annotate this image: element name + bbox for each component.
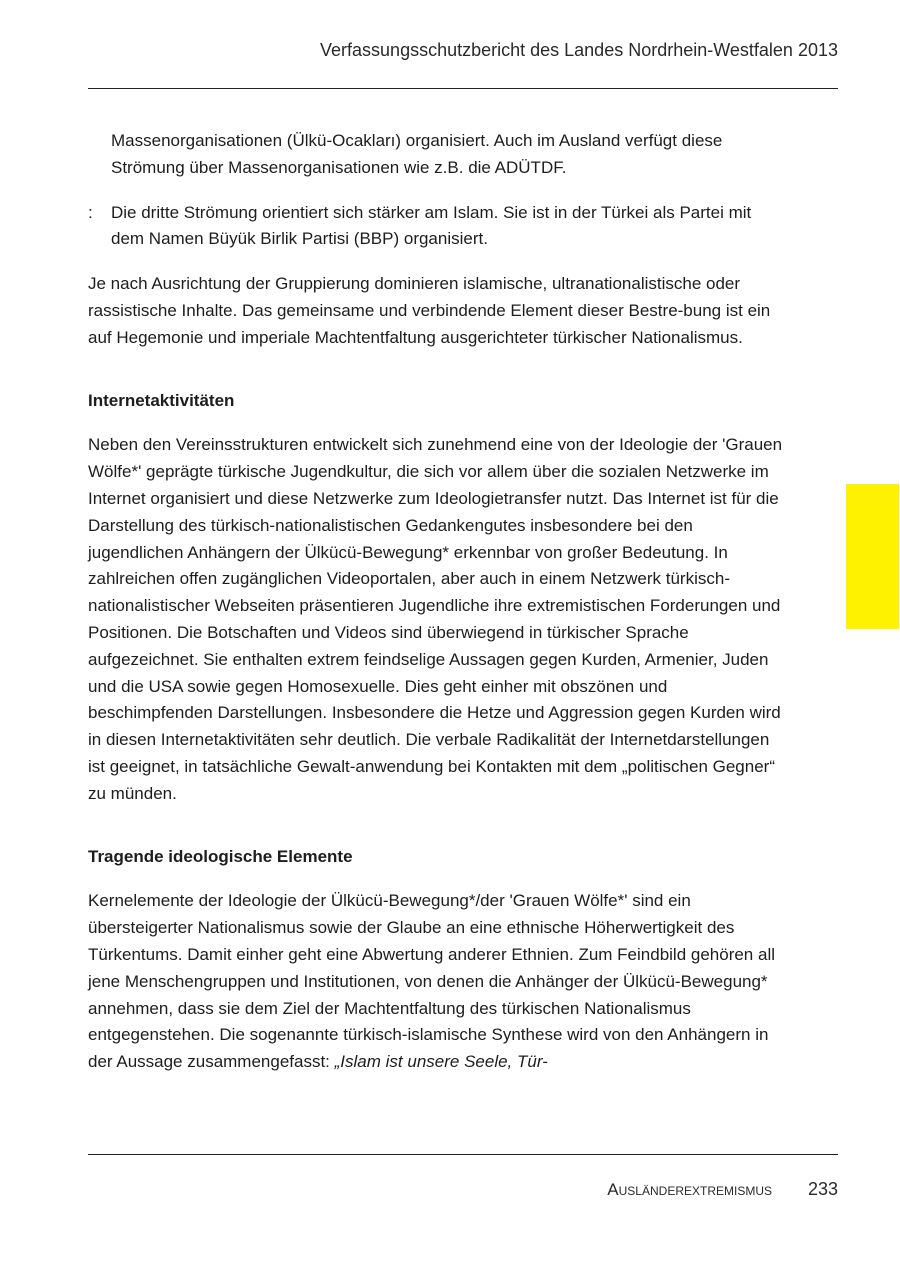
paragraph-internet: Neben den Vereinsstrukturen entwickelt sich zunehmend eine von der Ideologie der 'Grauen Wölfe*' geprägte türkische Jugendkultur, die sich vor allem über die sozialen Netzwerke im Internet organisiert und diese Netzwerke zum Ideologietransfer nutzt. Das Internet ist für die Darstellung des türkisch-nationalistischen Gedankengutes insbesondere bei den jugendlichen Anhängern der Ülkücü-Bewegung* erkennbar von großer Bedeutung. In zahlreichen offen zugänglichen Videoportalen, aber auch in einem Netzwerk türkisch-nationalistischer Webseiten präsentieren Jugendliche ihre extremistischen Forderungen und Positionen. Die Botschaften und Videos sind überwiegend in türkischer Sprache aufgezeichnet. Sie enthalten extrem feindselige Aussagen gegen Kurden, Armenier, Juden und die USA sowie gegen Homosexuelle. Dies geht einher mit obszönen und beschimpfenden Darstellungen. Insbesondere die Hetze und Aggression gegen Kurden wird in diesen Internetaktivitäten sehr deutlich. Die verbale Radikalität der Internetdarstellungen ist geeignet, in tatsächliche Gewalt-anwendung bei Kontakten mit dem „politischen Gegner“ zu münden.	[88, 435, 783, 803]
page-number: 233	[807, 1179, 838, 1199]
paragraph-ideology	[88, 888, 788, 1076]
bullet-marker: :	[88, 202, 93, 222]
header-rule	[88, 88, 838, 89]
footer-section-title: Ausländerextremismus	[607, 1180, 772, 1199]
heading-internet: Internetaktivitäten	[88, 390, 235, 410]
paragraph-ideology-text: Kernelemente der Ideologie der Ülkücü-Bewegung*/der 'Grauen Wölfe*' sind ein übersteigerter Nationalismus sowie der Glaube an eine ethnische Höherwertigkeit des Türkentums. Damit einher geht eine Abwertung anderer Ethnien. Zum Feindbild gehören all jene Menschengruppen und Institutionen, von denen die Anhänger der Ülkücü-Bewegung* annehmen, dass sie dem Ziel der Machtentfaltung des türkischen Nationalismus entgegenstehen. Die sogenannte türkisch-islamische Synthese wird von den Anhängern in der Aussage zusammengefasst:	[88, 891, 775, 1072]
paragraph-intro: Je nach Ausrichtung der Gruppierung dominieren islamische, ultranationalistische oder rassistische Inhalte. Das gemeinsame und verbindende Element dieser Bestre-bung ist ein auf Hegemonie und imperiale Machtentfaltung ausgerichteter türkischer Nationalismus.	[88, 274, 771, 347]
list-item	[88, 200, 788, 254]
ideology-quote: „Islam ist unsere Seele, Tür-	[334, 1052, 548, 1072]
list-item-text: Die dritte Strömung orientiert sich stärker am Islam. Sie ist in der Türkei als Partei mit dem Namen Büyük Birlik Partisi (BBP) organisiert.	[111, 202, 752, 249]
continuation-text: Massenorganisationen (Ülkü-Ocakları) organisiert. Auch im Ausland verfügt diese Strömung über Massenorganisationen wie z.B. die ADÜTDF.	[111, 131, 723, 177]
heading-ideology: Tragende ideologische Elemente	[88, 846, 353, 866]
page-body	[88, 128, 788, 1076]
running-header: Verfassungsschutzbericht des Landes Nordrhein-Westfalen 2013	[320, 40, 838, 60]
footer-rule	[88, 1154, 838, 1155]
chapter-tab-marker	[846, 484, 899, 629]
